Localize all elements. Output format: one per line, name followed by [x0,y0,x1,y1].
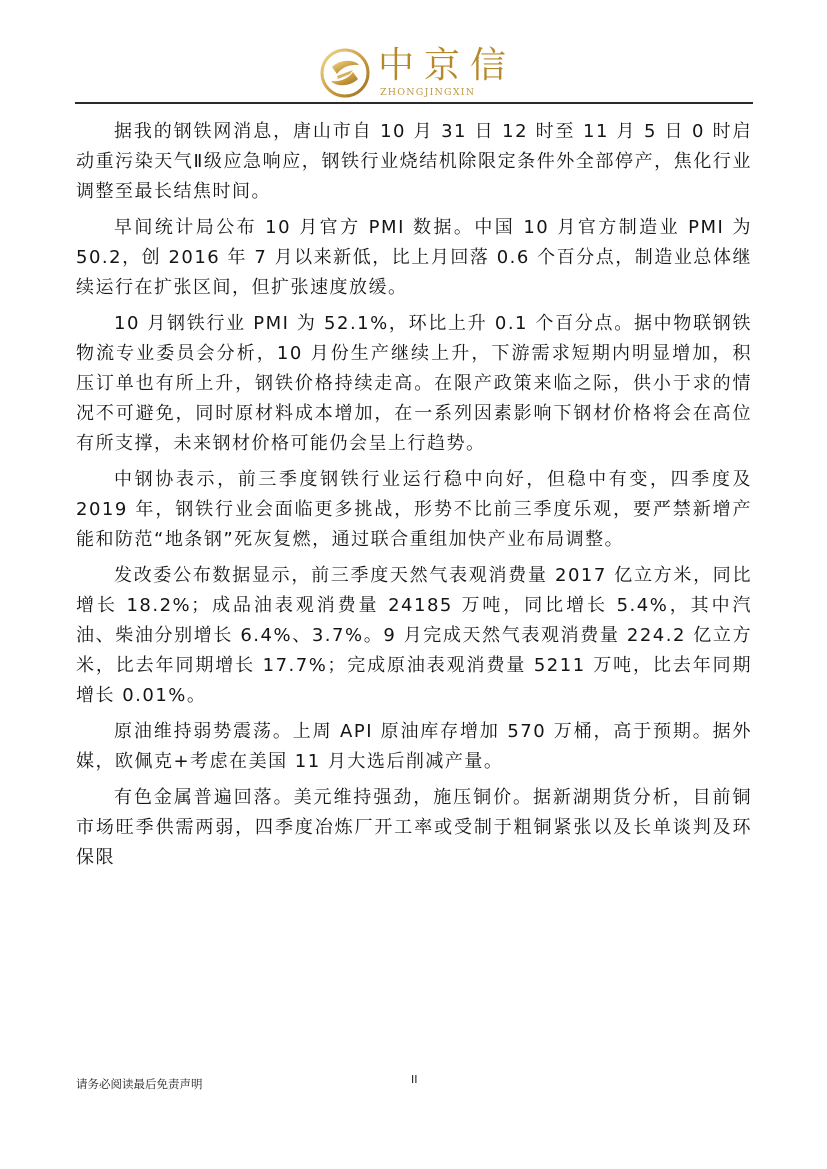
company-logo-subtitle: ZHONGJINGXIN [380,87,476,98]
paragraph-nonferrous-metals: 有色金属普遍回落。美元维持强劲，施压铜价。据新湖期货分析，目前铜市场旺季供需两弱，四季度冶炼厂开工率或受制于粗铜紧张以及长单谈判及环保限 [76,787,752,868]
paragraph-energy-consumption: 发改委公布数据显示，前三季度天然气表观消费量 2017 亿立方米，同比增长 18.2%；成品油表观消费量 24185 万吨，同比增长 5.4%，其中汽油、柴油分别增长 6.4%、3.7%。9 月完成天然气表观消费量 224.2 亿立方米，比去年同期增长 17.7%；完成原油表观消费量 5211 万吨，比去年同期增长 0.01%。 [76,565,752,706]
paragraph-steel-association: 中钢协表示，前三季度钢铁行业运行稳中向好，但稳中有变，四季度及 2019 年，钢铁行业会面临更多挑战，形势不比前三季度乐观，要严禁新增产能和防范“地条钢”死灰复燃，通过联合重组加快产业布局调整。 [76,469,752,550]
paragraph-steel-pmi: 10 月钢铁行业 PMI 为 52.1%，环比上升 0.1 个百分点。据中物联钢铁物流专业委员会分析，10 月份生产继续上升，下游需求短期内明显增加，积压订单也有所上升，钢铁价格持续走高。在限产政策来临之际，供小于求的情况不可避免，同时原材料成本增加，在一系列因素影响下钢材价格将会在高位有所支撑，未来钢材价格可能仍会呈上行趋势。 [76,313,752,454]
header-divider [75,102,753,104]
page-number: II [411,1073,418,1086]
company-logo-icon [320,48,370,98]
footer-disclaimer: 请务必阅读最后免责声明 [76,1077,203,1091]
paragraph-steel-restriction: 据我的钢铁网消息，唐山市自 10 月 31 日 12 时至 11 月 5 日 0 时启动重污染天气Ⅱ级应急响应，钢铁行业烧结机除限定条件外全部停产，焦化行业调整至最长结焦时间。 [76,121,752,202]
page-header [0,0,827,104]
paragraph-official-pmi: 早间统计局公布 10 月官方 PMI 数据。中国 10 月官方制造业 PMI 为 50.2，创 2016 年 7 月以来新低，比上月回落 0.6 个百分点，制造业总体继续运行在扩张区间，但扩张速度放缓。 [76,217,752,298]
paragraph-crude-oil: 原油维持弱势震荡。上周 API 原油库存增加 570 万桶，高于预期。据外媒，欧佩克+考虑在美国 11 月大选后削减产量。 [76,721,752,772]
report-body [76,117,752,873]
company-logo-text: 中京信 [378,45,517,86]
